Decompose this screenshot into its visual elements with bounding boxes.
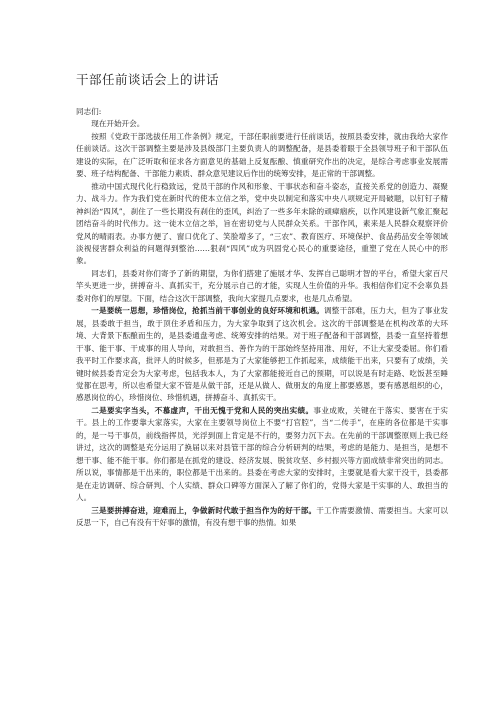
paragraph-5 bbox=[76, 305, 448, 405]
paragraph-3 bbox=[76, 181, 448, 268]
paragraph-7-text: 干工作需要激情、需要担当。大家可以反思一下，自己有没有干好事的激情，有没有想干事的热情。如果 bbox=[76, 505, 449, 527]
paragraph-6-text: 事业成败，关键在于落实、要害在于实干。县上的工作要靠大家落实，大家在主要领导岗位上不要“打官腔”，当“二传手”，在座的各位都是干实事的，是一号干事员，前线指挥员，光浮到面上肯定是不行的，要努力沉下去。在先前的干部调整原则上我已经讲过，这次的调整是充分运用了换届以来对县管干部的综合分析研判的结果，考虑的是能力、是担当，是想不想干事、能不能干事。你们都是在抓党的建设、经济发展、脱贫攻坚、乡村振兴等方面成绩非常突出的同志。所以说，事情都是干出来的，职位都是干出来的。县委在考虑大家的安排时，主要就是看大家干没干，县委都是在走访调研、综合研判、个人实绩、群众口碑等方面深入了解了你们的，党得大家是干实事的人、敢担当的人。 bbox=[76, 405, 449, 503]
paragraph-5-lead: 一是要统一思想，珍惜岗位，抢抓当前干事创业的良好环境和机遇。 bbox=[91, 306, 324, 316]
document-title: 干部任前谈话会上的讲话 bbox=[76, 72, 220, 87]
paragraph-4 bbox=[76, 268, 448, 305]
paragraph-3-text: 推动中国式现代化行稳致远，党员干部的作风和形象、干事状态和奋斗姿态，直接关系党的创造力、凝聚力、战斗力。作为我们党在新时代的使本立信之举，党中央以制定和落实中央八项规定开局破题，以钉钉子精神纠治“四风”，刹住了一些长期没有刹住的歪风，纠治了一些多年未除的顽瘴痼疾，以作风建设新气象汇聚起团结奋斗的时代伟力。这一徒木立信之举，旨在密切党与人民群众关系。干部作风，素来是人民群众观察评价党风的晴雨表。办事方便了、窗口优化了、笑脸增多了，“三农”、教育医疗、环境保护、食品药品安全等领域淡视侵害群众利益的问题得到整治……狠刹“四风”成为巩固党心民心的重要途径，重塑了党在人民心中的形象。 bbox=[76, 181, 448, 266]
salutation: 同志们: bbox=[76, 107, 102, 116]
document-body bbox=[76, 106, 448, 529]
paragraph-1 bbox=[76, 118, 448, 130]
paragraph-7 bbox=[76, 505, 448, 530]
paragraph-7-lead: 三是要拼搏奋进，迎难而上，争做新时代敢于担当作为的好干部。 bbox=[91, 505, 317, 515]
paragraph-2 bbox=[76, 131, 448, 181]
paragraph-4-text: 同志们，县委对你们寄予了新的期望，为你们搭建了施展才华、发挥自己聪明才智的平台，希望大家百尺竿头更进一步，拼搏奋斗、真抓实干，充分展示自己的才能，实现人生价值的升华。我相信你们定不会辜负县委对你们的厚望。下面，结合这次干部调整，我向大家提几点要求，也是几点希望。 bbox=[76, 268, 448, 303]
paragraph-6-lead: 二是要实字当头，不慕虚声，干出无愧于党和人民的突出实绩。 bbox=[91, 405, 314, 415]
paragraph-5-text: 调整干部难，压力大，但为了事业发展，县委敢于担当，敢于顶住矛盾和压力，为大家争取到了这次机会。这次的干部调整是在机构改革的大环境、大背景下酝酿而生的，是县委通盘考虑、统筹安排的结果。对于班子配备和干部调整，县委一直坚持着想干事、能干事、干成事的用人导向，对敢担当、善作为的干部始终坚持用准、用好，不让大家受委屈。你们看我平时工作要求高，批评人的时候多，但那是为了大家能够把工作抓起来，成绩能干出来，只要有了成绩，关键时候县委肯定会为大家考虑，包括我本人，为了大家都能接近自己的预期，可以说是有时走路、吃饭甚至睡觉都在思考，所以也希望大家不管是从做干部，还是从做人、做朋友的角度上都要感恩，要有感恩组织的心，感恩岗位的心，珍惜岗位、珍惜机遇，拼搏奋斗、真抓实干。 bbox=[76, 306, 448, 403]
paragraph-6 bbox=[76, 405, 448, 505]
paragraph-2-text: 按照《党政干部选拔任用工作条例》规定，干部任职前要进行任前谈话，按照县委安排，就由我给大家作任前谈话。这次干部调整主要是涉及县级部门主要负责人的调整配备，是县委着眼于全县领导班子和干部队伍建设的实际，在广泛听取和征求各方面意见的基础上反复酝酿、慎重研究作出的决定，是综合考虑事业发展需要、班子结构配备、干部能力素质、群众意见建议后作出的统筹安排，是正常的干部调整。 bbox=[76, 131, 448, 179]
paragraph-1-text: 现在开始开会。 bbox=[91, 119, 145, 129]
